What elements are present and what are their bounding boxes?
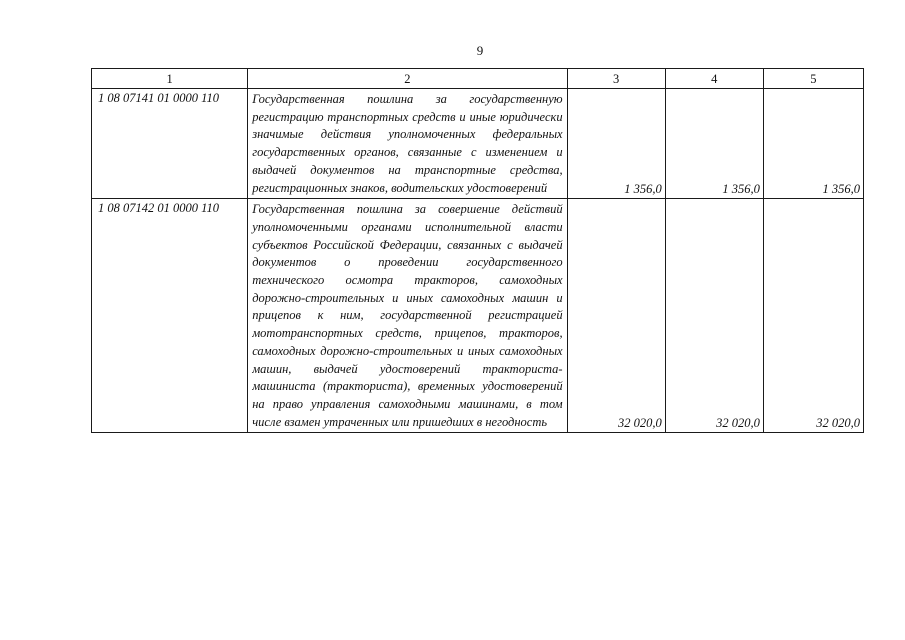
amount-column-3: 1 356,0 xyxy=(567,89,665,199)
amount-column-4: 32 020,0 xyxy=(665,199,763,433)
table-row xyxy=(92,89,864,199)
revenue-description: Государственная пошлина за совершение действий уполномоченными органами исполнительной власти субъектов Российской Федерации, связанных с выдачей документов о проведении государственного технического осмотра тракторов, самоходных дорожно-строительных и иных самоходных машин и прицепов к ним, государственной регистрацией мототранспортных средств, прицепов, тракторов, самоходных дорожно-строительных и иных самоходных машин, выдачей удостоверений тракториста-машиниста (тракториста), временных удостоверений на право управления самоходными машинами, в том числе взамен утраченных или пришедших в негодность xyxy=(248,199,567,433)
classification-code: 1 08 07141 01 0000 110 xyxy=(92,89,248,199)
amount-column-5: 1 356,0 xyxy=(763,89,863,199)
budget-table xyxy=(91,68,864,433)
revenue-description: Государственная пошлина за государственную регистрацию транспортных средств и иные юридически значимые действия уполномоченных федеральных государственных органов, связанные с изменением и выдачей документов на транспортные средства, регистрационных знаков, водительских удостоверений xyxy=(248,89,567,199)
table-row xyxy=(92,199,864,433)
amount-column-5: 32 020,0 xyxy=(763,199,863,433)
page-number: 9 xyxy=(476,43,484,58)
amount-column-3: 32 020,0 xyxy=(567,199,665,433)
column-header-2: 2 xyxy=(248,69,567,89)
column-header-4: 4 xyxy=(665,69,763,89)
column-header-5: 5 xyxy=(763,69,863,89)
classification-code: 1 08 07142 01 0000 110 xyxy=(92,199,248,433)
column-header-1: 1 xyxy=(92,69,248,89)
table-header-row xyxy=(92,69,864,89)
column-header-3: 3 xyxy=(567,69,665,89)
amount-column-4: 1 356,0 xyxy=(665,89,763,199)
